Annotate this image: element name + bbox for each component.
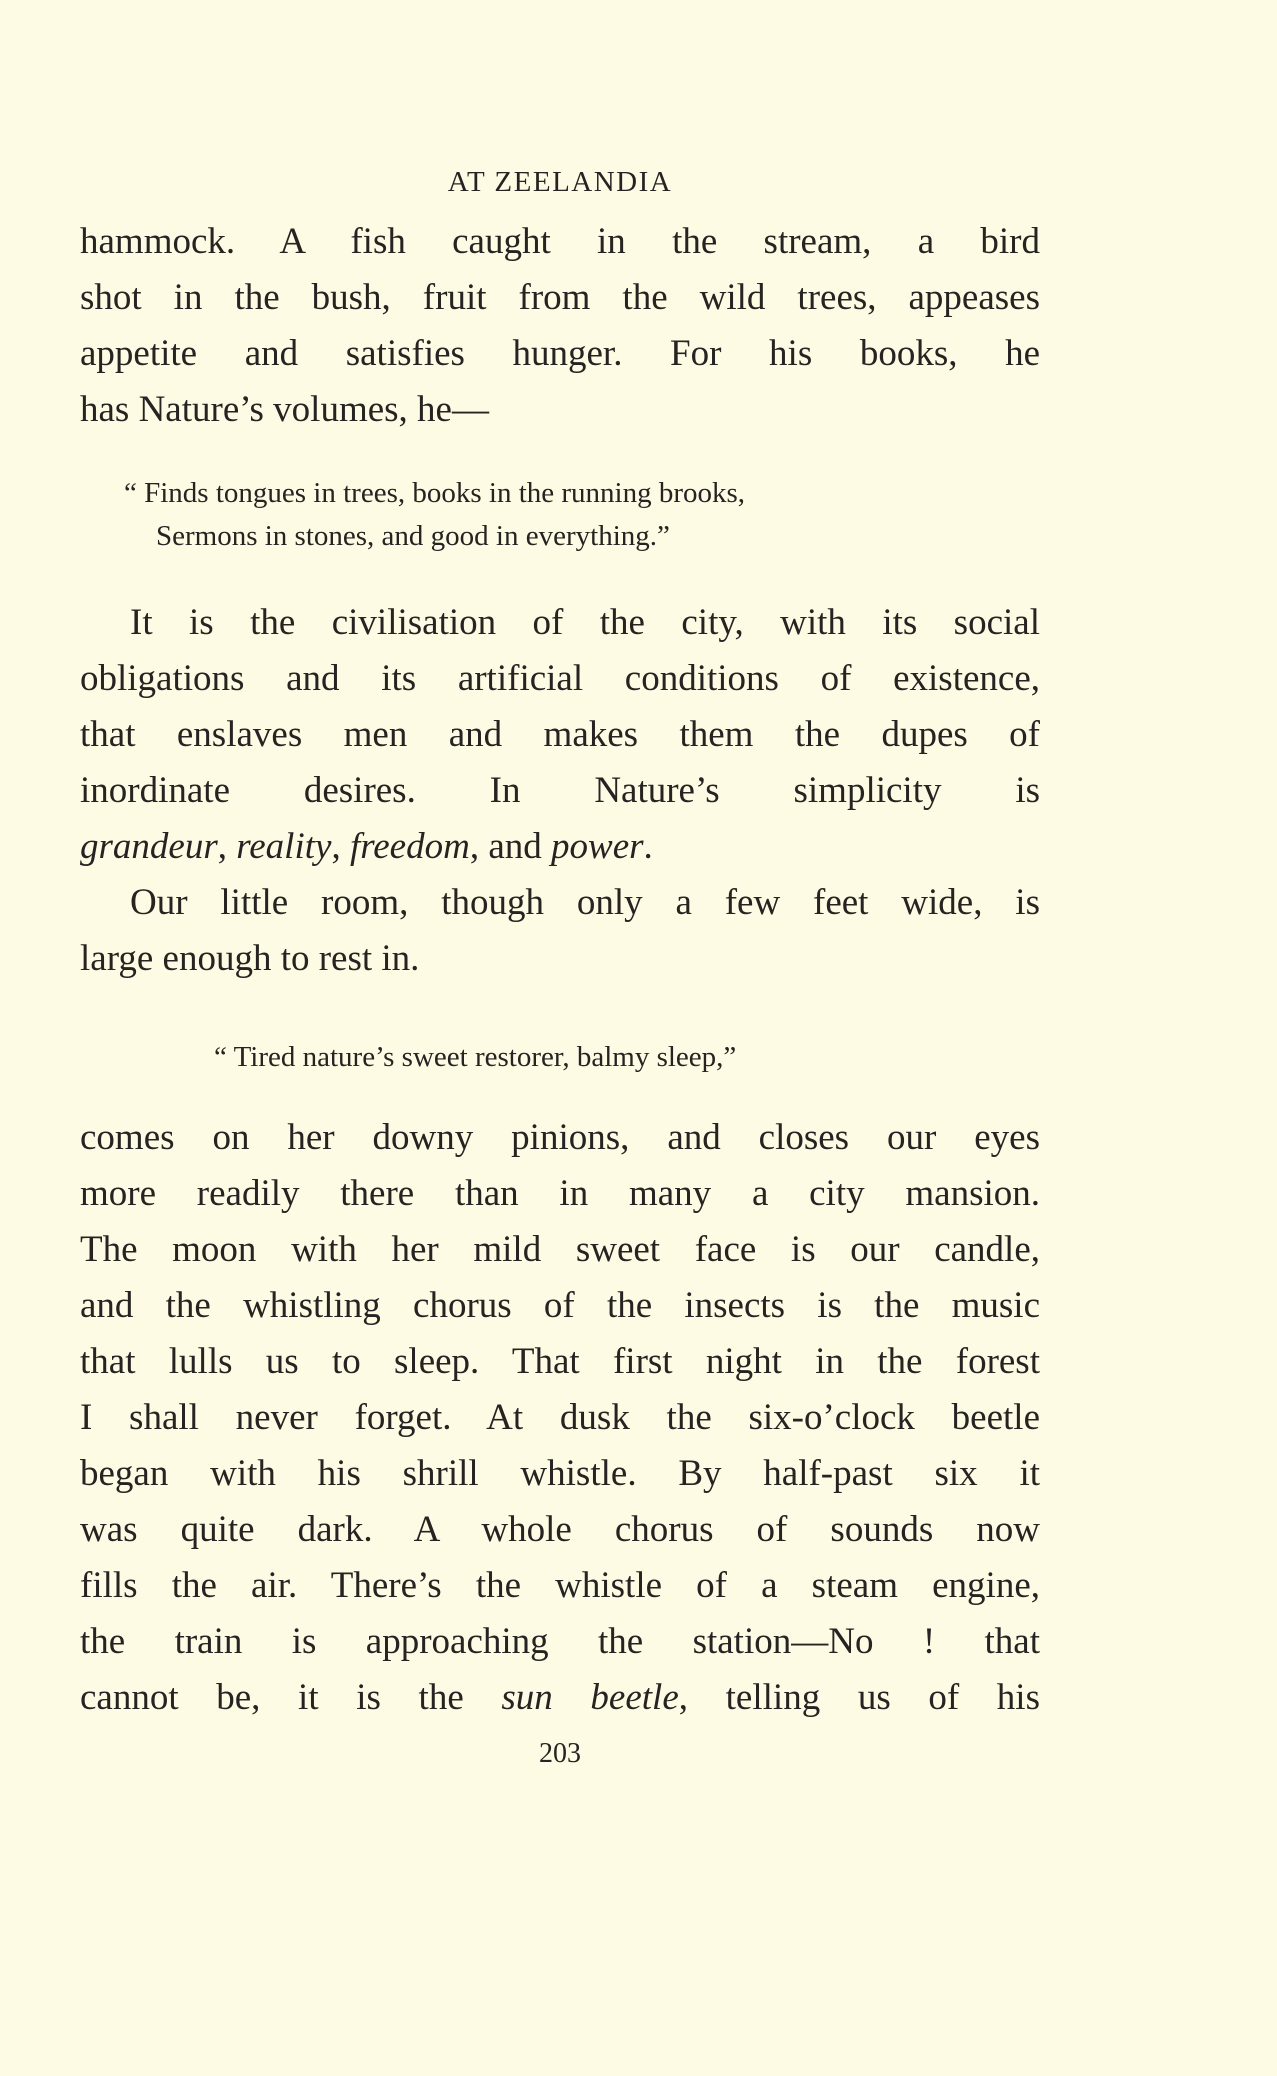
verse-quote-line: “ Finds tongues in trees, books in the running brooks, [124, 477, 746, 509]
text-line: hammock. A fish caught in the stream, a bird [80, 221, 1040, 262]
text-line: that lulls us to sleep. That first night in the forest [80, 1341, 1040, 1382]
text-line [80, 824, 1040, 870]
verse-quote-line: Sermons in stones, and good in everything.” [156, 520, 670, 552]
text-line [80, 1675, 1040, 1721]
text-line: more readily there than in many a city mansion. [80, 1173, 1040, 1214]
text-line: The moon with her mild sweet face is our candle, [80, 1229, 1040, 1270]
text-line: inordinate desires. In Nature’s simplicity is [80, 770, 1040, 811]
text-line: Our little room, though only a few feet wide, is [130, 882, 1040, 923]
text-line: comes on her downy pinions, and closes our eyes [80, 1117, 1040, 1158]
emphasis: sun beetle [501, 1677, 679, 1718]
emphasis: power [551, 826, 644, 867]
text-line: appetite and satisfies hunger. For his books, he [80, 333, 1040, 374]
text-line: has Nature’s volumes, he— [80, 389, 489, 430]
separator: , [217, 826, 237, 867]
verse-quote-line: “ Tired nature’s sweet restorer, balmy sleep,” [214, 1041, 737, 1073]
text-line: obligations and its artificial conditions of existence, [80, 658, 1040, 699]
emphasis: freedom [349, 826, 470, 867]
separator: , [331, 826, 350, 867]
text-line: the train is approaching the station—No ! that [80, 1621, 1040, 1662]
text-line: that enslaves men and makes them the dupes of [80, 714, 1040, 755]
separator: , and [469, 826, 552, 867]
text-span: , telling us of his [678, 1677, 1040, 1718]
text-line: was quite dark. A whole chorus of sounds now [80, 1509, 1040, 1550]
text-line: shot in the bush, fruit from the wild trees, appeases [80, 277, 1040, 318]
text-line: and the whistling chorus of the insects is the music [80, 1285, 1040, 1326]
separator: . [643, 826, 653, 867]
text-line: It is the civilisation of the city, with its social [130, 602, 1040, 643]
page-number: 203 [539, 1738, 581, 1769]
text-span: cannot be, it is the [80, 1677, 502, 1718]
text-line: fills the air. There’s the whistle of a steam engine, [80, 1565, 1040, 1606]
text-line: large enough to rest in. [80, 938, 420, 979]
emphasis: reality [236, 826, 332, 867]
emphasis: grandeur [80, 826, 218, 867]
text-line: I shall never forget. At dusk the six-o’clock beetle [80, 1397, 1040, 1438]
running-head: AT ZEELANDIA [447, 166, 673, 198]
text-line: began with his shrill whistle. By half-past six it [80, 1453, 1040, 1494]
